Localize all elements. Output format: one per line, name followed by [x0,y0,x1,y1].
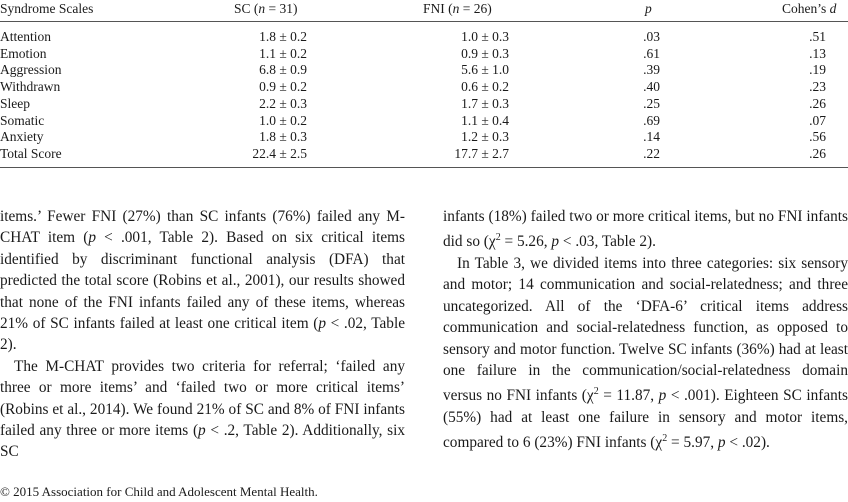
sc-value: 1.8 ± 0.3 [259,129,307,145]
sc-value: 22.4 ± 2.5 [252,145,307,161]
row-label: Anxiety [0,129,44,145]
fni-value: 17.7 ± 2.7 [454,145,509,161]
header-rule [0,21,848,22]
copyright-footer: © 2015 Association for Child and Adolescent Mental Health. [0,484,318,499]
fni-value: 1.7 ± 0.3 [461,95,509,111]
header-sc: SC (n = 31) [234,1,298,16]
p-value: .61 [643,45,660,61]
sc-value: 2.2 ± 0.3 [259,95,307,111]
row-label: Somatic [0,112,45,128]
cohens-d-value: .19 [809,62,826,78]
paragraph: items.’ Fewer FNI (27%) than SC infants (76%) failed any M-CHAT item (p < .001, Table 2). Based on six critical items identified by discriminant functional analysis (DFA) that predicted the total score (Robins et al., 2001), our results showed that none of the FNI infants failed any of these items, whereas 21% of SC infants failed at least one critical item (p < .02, Table 2). [0,208,405,354]
p-value: .39 [643,62,660,78]
header-cohens-d: Cohen’s d [782,1,837,16]
row-label: Attention [0,29,51,44]
p-value: .69 [643,112,660,128]
fni-value: 1.1 ± 0.4 [461,112,509,128]
cohens-d-value: .13 [809,45,826,61]
sc-value: 1.1 ± 0.2 [259,45,307,61]
sc-value: 6.8 ± 0.9 [259,62,307,78]
row-label: Aggression [0,62,62,78]
cohens-d-value: .56 [809,129,826,145]
row-label: Emotion [0,45,47,61]
sc-value: 1.0 ± 0.2 [259,112,307,128]
paragraph: In Table 3, we divided items into three categories: six sensory and motor; 14 communication and social-relatedness; and three uncategorized. All of the ‘DFA-6’ critical items address communication and social-relatedness function, as opposed to sensory and motor function. Twelve SC infants (36%) had at least one failure in the communication/social-relatedness domain versus no FNI infants ($\chi^2 = 11.87$, p < .001). Eighteen SC infants (55%) had at least one failure in sensory and motor items, compared to 6 (23%) FNI infants ($\chi^2 = 5.97$, p < .02). [443,254,848,452]
results-table [0,0,848,178]
cohens-d-value: .26 [809,95,826,111]
text-column-left [0,206,405,463]
sc-value: 1.8 ± 0.2 [259,29,307,44]
p-value: .40 [643,79,660,95]
paragraph: The M-CHAT provides two criteria for referral; ‘failed any three or more items’ and ‘failed two or more critical items’ (Robins et al., 2014). We found 21% of SC and 8% of FNI infants failed any three or more items (p < .2, Table 2). Additionally, six SC [0,357,405,461]
p-value: .25 [643,95,660,111]
cohens-d-value: .26 [809,145,826,161]
cohens-d-value: .23 [809,79,826,95]
fni-value: 1.0 ± 0.3 [461,29,509,44]
fni-value: 0.6 ± 0.2 [461,79,509,95]
fni-value: 1.2 ± 0.3 [461,129,509,145]
header-syndrome-scales: Syndrome Scales [0,1,94,16]
cohens-d-value: .51 [809,29,826,44]
fni-value: 5.6 ± 1.0 [461,62,509,78]
fni-value: 0.9 ± 0.3 [461,45,509,61]
text-column-right [443,206,848,454]
cohens-d-value: .07 [809,112,826,128]
header-fni: FNI (n = 26) [423,1,492,16]
sc-value: 0.9 ± 0.2 [259,79,307,95]
p-value: .03 [643,29,660,44]
row-label: Withdrawn [0,79,61,95]
row-label: Sleep [0,95,30,111]
row-label: Total Score [0,145,62,161]
p-value: .14 [643,129,660,145]
header-p: p [645,1,652,16]
p-value: .22 [643,145,660,161]
bottom-rule [0,167,848,168]
paragraph: infants (18%) failed two or more critical items, but no FNI infants did so ($\chi^2 = 5.26$, p < .03, Table 2). [443,208,848,251]
